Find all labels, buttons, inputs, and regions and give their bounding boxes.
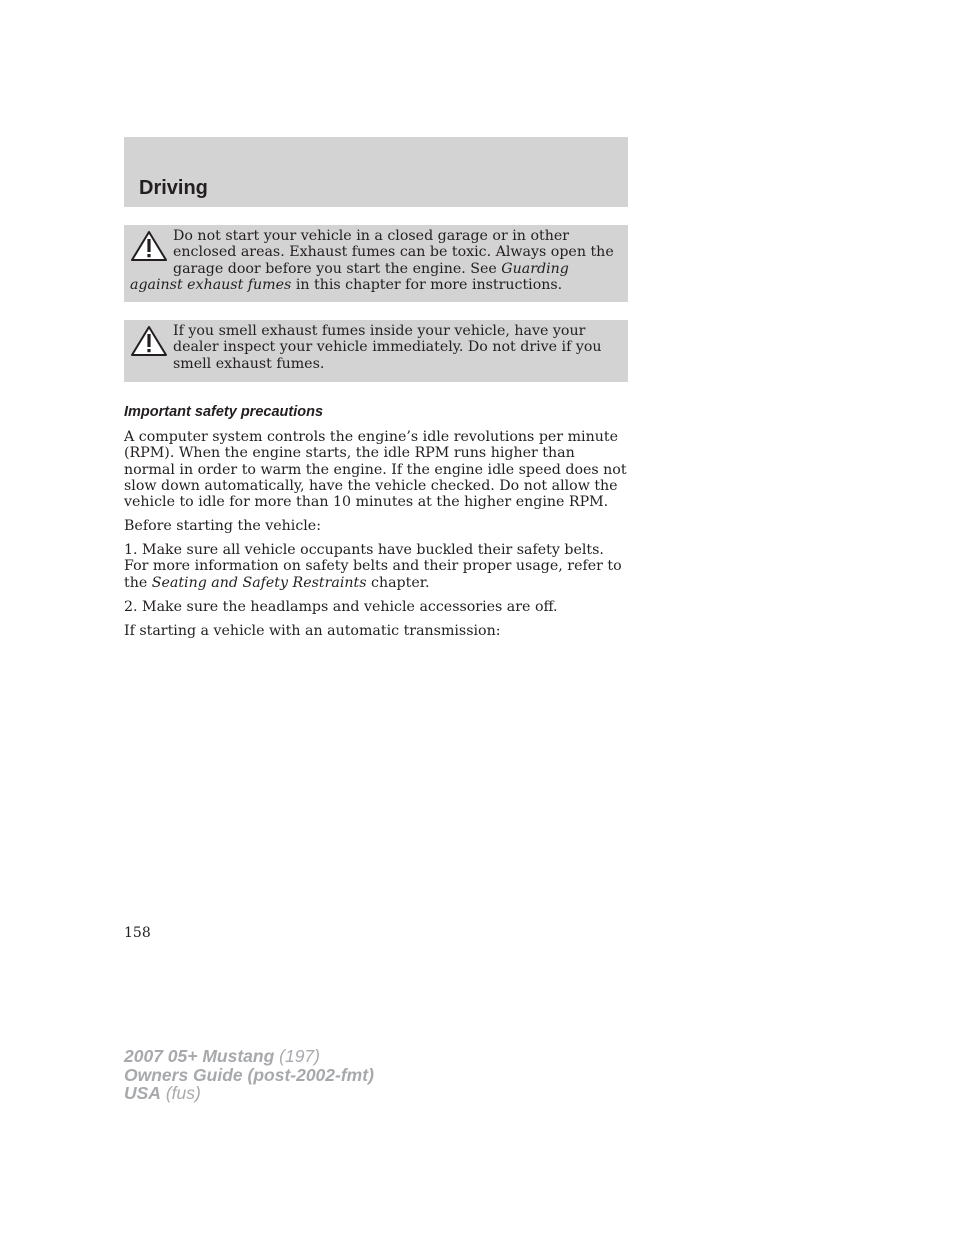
paragraph-before-starting: Before starting the vehicle: — [124, 518, 321, 535]
cross-reference-seating-restraints: Seating and Safety Restraints — [151, 574, 367, 591]
cross-reference-exhaust-fumes: Guarding against exhaust fumes — [130, 260, 569, 293]
section-heading: Important safety precautions — [124, 404, 324, 420]
chapter-header-band — [124, 137, 628, 207]
step-1-safety-belts — [124, 542, 629, 591]
footer-market: USA — [124, 1083, 161, 1103]
footer-model-code: (197) — [274, 1046, 320, 1066]
section-body — [124, 429, 629, 647]
step-1-text: 1. Make sure all vehicle occupants have buckled their safety belts. For more information on safety belts and their proper usage, refer to the — [124, 542, 622, 591]
footer-line-2: Owners Guide (post-2002-fmt) — [124, 1064, 374, 1085]
warning-box-exhaust-garage — [124, 225, 628, 302]
page-number: 158 — [124, 925, 151, 941]
paragraph-automatic-transmission: If starting a vehicle with an automatic transmission: — [124, 622, 501, 639]
document-footer — [124, 1047, 374, 1103]
warning-triangle-icon — [130, 230, 168, 262]
footer-market-code: (fus) — [160, 1083, 201, 1103]
warning-text-1-end: in this chapter for more instructions. — [291, 276, 563, 293]
warning-triangle-icon — [130, 325, 168, 357]
step-2-headlamps: 2. Make sure the headlamps and vehicle accessories are off. — [124, 598, 558, 615]
footer-line-3 — [124, 1084, 374, 1103]
footer-line-1 — [124, 1047, 374, 1066]
warning-box-exhaust-smell — [124, 320, 628, 382]
chapter-title: Driving — [139, 177, 208, 199]
warning-text-2: If you smell exhaust fumes inside your vehicle, have your dealer inspect your vehicle immediately. Do not drive if you smell exhaust fumes. — [173, 323, 602, 372]
paragraph-idle-rpm: A computer system controls the engine’s idle revolutions per minute (RPM). When the engine starts, the idle RPM runs higher than normal in order to warm the engine. If the engine idle speed does not slow down automatically, have the vehicle checked. Do not allow the vehicle to idle for more than 10 minutes at the higher engine RPM. — [124, 429, 627, 511]
warning-text-1: Do not start your vehicle in a closed garage or in other enclosed areas. Exhaust fumes can be toxic. Always open the garage door before you start the engine. See — [173, 228, 614, 277]
step-1-text-end: chapter. — [366, 574, 430, 591]
footer-model: 2007 05+ Mustang — [124, 1046, 275, 1066]
